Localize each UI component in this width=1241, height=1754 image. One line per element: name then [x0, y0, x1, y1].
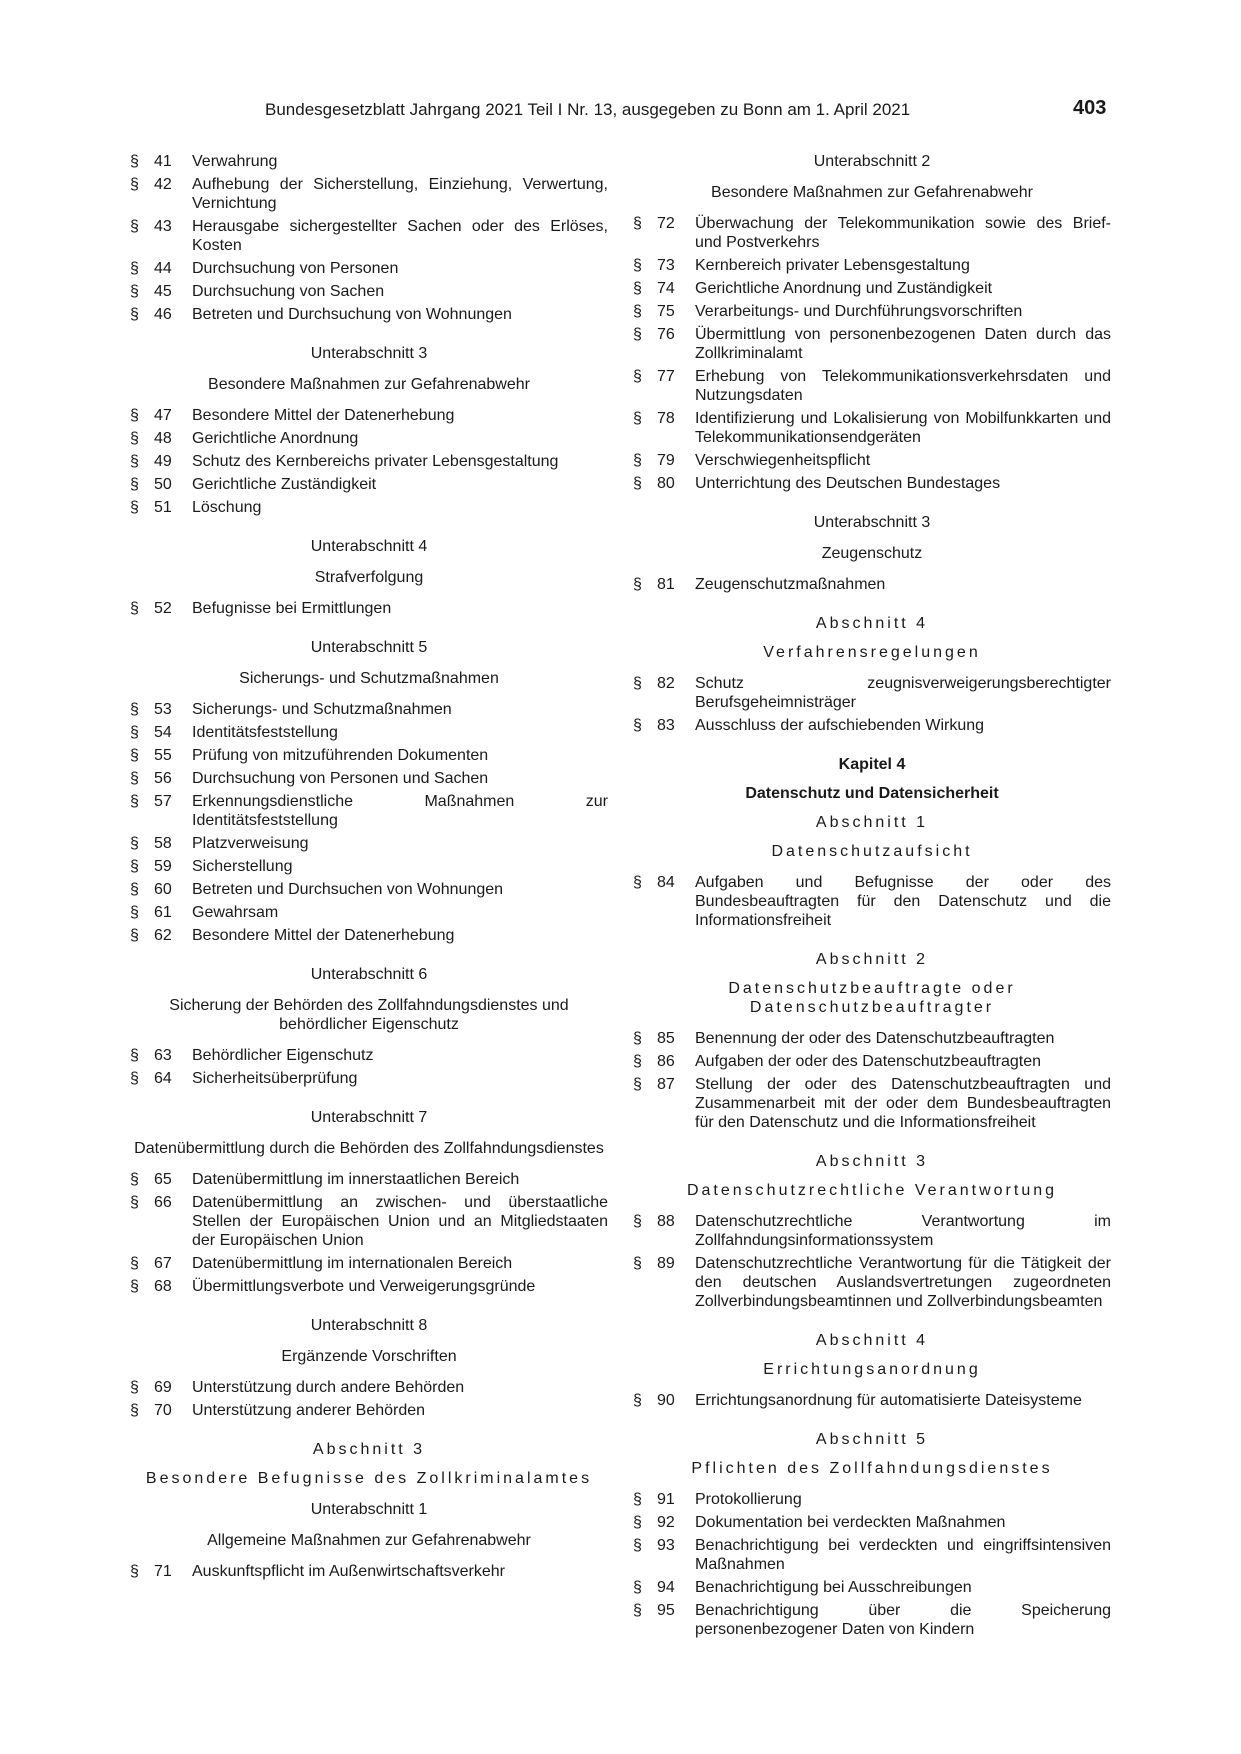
section-symbol: §	[633, 280, 642, 297]
toc-entry-42	[130, 175, 608, 213]
section-title: Gerichtliche Anordnung und Zuständigkeit	[695, 280, 993, 297]
chap-name-heading: Datenschutz und Datensicherheit	[745, 785, 999, 802]
section-title: Benachrichtigung über die Speicherung personenbezogener Daten von Kindern	[695, 1602, 1111, 1638]
toc-entry-43	[130, 217, 608, 255]
section-number: 57	[154, 793, 172, 810]
toc-entry-55	[130, 746, 608, 765]
section-title: Durchsuchung von Personen	[192, 260, 399, 277]
toc-entry-90	[633, 1391, 1111, 1410]
sub-title-heading: Unterabschnitt 2	[813, 153, 931, 170]
section-number: 46	[154, 306, 172, 323]
section-number: 79	[657, 452, 675, 469]
section-title: Besondere Mittel der Datenerhebung	[192, 407, 455, 424]
sub-title-heading: Unterabschnitt 8	[310, 1317, 428, 1334]
sub-title-heading: Unterabschnitt 3	[310, 345, 428, 362]
toc-entry-60	[130, 880, 608, 899]
toc-entry-61	[130, 903, 608, 922]
section-symbol: §	[130, 1379, 139, 1396]
section-number: 75	[657, 303, 675, 320]
section-number: 82	[657, 675, 675, 692]
section-number: 66	[154, 1194, 172, 1211]
section-symbol: §	[130, 1402, 139, 1419]
section-title: Datenschutzrechtliche Verantwortung im Zollfahndungsinformationssystem	[695, 1213, 1111, 1249]
section-number: 55	[154, 747, 172, 764]
section-title: Benachrichtigung bei verdeckten und eingriffsintensiven Maßnahmen	[695, 1537, 1111, 1573]
sec-name-heading: Datenschutzbeauftragte oder Datenschutzbeauftragter	[728, 980, 1016, 1016]
section-symbol: §	[633, 257, 642, 274]
toc-entry-91	[633, 1490, 1111, 1509]
toc-entry-56	[130, 769, 608, 788]
sub-name-heading: Strafverfolgung	[314, 569, 424, 586]
section-number: 61	[154, 904, 172, 921]
sub-name-heading: Besondere Maßnahmen zur Gefahrenabwehr	[711, 184, 1033, 201]
section-symbol: §	[130, 701, 139, 718]
right-column	[633, 152, 1111, 1643]
toc-entry-64	[130, 1069, 608, 1088]
toc-entry-57	[130, 792, 608, 830]
section-number: 83	[657, 717, 675, 734]
section-number: 43	[154, 218, 172, 235]
section-number: 45	[154, 283, 172, 300]
section-title: Betreten und Durchsuchen von Wohnungen	[192, 881, 504, 898]
section-title: Überwachung der Telekommunikation sowie des Brief- und Postverkehrs	[695, 215, 1111, 251]
section-symbol: §	[130, 306, 139, 323]
section-number: 89	[657, 1255, 675, 1272]
toc-entry-66	[130, 1193, 608, 1250]
sub-name-heading: Sicherung der Behörden des Zollfahndungsdienstes und behördlicher Eigenschutz	[169, 997, 569, 1033]
toc-entry-51	[130, 498, 608, 517]
toc-entry-86	[633, 1052, 1111, 1071]
section-number: 60	[154, 881, 172, 898]
section-symbol: §	[130, 176, 139, 193]
section-title: Verwahrung	[192, 153, 278, 170]
section-symbol: §	[633, 1213, 642, 1230]
section-symbol: §	[130, 1070, 139, 1087]
toc-entry-75	[633, 302, 1111, 321]
toc-entry-62	[130, 926, 608, 945]
section-symbol: §	[130, 453, 139, 470]
page-number: 403	[1073, 97, 1107, 119]
toc-entry-87	[633, 1075, 1111, 1132]
section-number: 47	[154, 407, 172, 424]
section-number: 58	[154, 835, 172, 852]
toc-entry-53	[130, 700, 608, 719]
sec-title-heading: Abschnitt 3	[312, 1441, 426, 1458]
section-title: Datenübermittlung an zwischen- und überstaatliche Stellen der Europäischen Union und an Mitgliedstaaten der Europäischen Union	[192, 1194, 608, 1249]
sub-name-heading: Ergänzende Vorschriften	[281, 1348, 457, 1365]
sec-title-heading: Abschnitt 3	[815, 1153, 929, 1170]
toc-entry-47	[130, 406, 608, 425]
section-symbol: §	[633, 675, 642, 692]
sec-name-heading: Verfahrensregelungen	[763, 644, 981, 661]
section-number: 69	[154, 1379, 172, 1396]
toc-entry-52	[130, 599, 608, 618]
section-title: Durchsuchung von Sachen	[192, 283, 385, 300]
section-symbol: §	[633, 717, 642, 734]
section-symbol: §	[633, 326, 642, 343]
section-title: Auskunftspflicht im Außenwirtschaftsverkehr	[192, 1563, 506, 1580]
section-symbol: §	[633, 576, 642, 593]
section-number: 91	[657, 1491, 675, 1508]
section-symbol: §	[130, 1563, 139, 1580]
section-title: Sicherstellung	[192, 858, 293, 875]
toc-entry-88	[633, 1212, 1111, 1250]
section-title: Protokollierung	[695, 1491, 802, 1508]
section-symbol: §	[633, 1537, 642, 1554]
section-title: Behördlicher Eigenschutz	[192, 1047, 374, 1064]
toc-entry-48	[130, 429, 608, 448]
section-title: Löschung	[192, 499, 262, 516]
toc-entry-92	[633, 1513, 1111, 1532]
section-title: Benennung der oder des Datenschutzbeauftragten	[695, 1030, 1055, 1047]
section-title: Gerichtliche Anordnung	[192, 430, 359, 447]
section-title: Besondere Mittel der Datenerhebung	[192, 927, 455, 944]
toc-entry-46	[130, 305, 608, 324]
section-title: Erhebung von Telekommunikationsverkehrsdaten und Nutzungsdaten	[695, 368, 1111, 404]
sub-title-heading: Unterabschnitt 3	[813, 514, 931, 531]
sec-title-heading: Abschnitt 2	[815, 951, 929, 968]
section-symbol: §	[130, 153, 139, 170]
section-title: Errichtungsanordnung für automatisierte Dateisysteme	[695, 1392, 1082, 1409]
toc-entry-45	[130, 282, 608, 301]
sub-title-heading: Unterabschnitt 4	[310, 538, 428, 555]
section-symbol: §	[633, 475, 642, 492]
sec-name-heading: Besondere Befugnisse des Zollkriminalamtes	[145, 1470, 593, 1487]
section-title: Übermittlungsverbote und Verweigerungsgründe	[192, 1278, 536, 1295]
sub-title-heading: Unterabschnitt 1	[310, 1501, 428, 1518]
section-number: 76	[657, 326, 675, 343]
toc-entry-68	[130, 1277, 608, 1296]
section-symbol: §	[130, 858, 139, 875]
section-symbol: §	[633, 1579, 642, 1596]
toc-entry-50	[130, 475, 608, 494]
section-title: Identitätsfeststellung	[192, 724, 338, 741]
section-symbol: §	[130, 260, 139, 277]
toc-entry-83	[633, 716, 1111, 735]
section-symbol: §	[130, 793, 139, 810]
section-number: 84	[657, 874, 675, 891]
toc-entry-59	[130, 857, 608, 876]
toc-entry-94	[633, 1578, 1111, 1597]
section-title: Schutz des Kernbereichs privater Lebensgestaltung	[192, 453, 559, 470]
section-number: 78	[657, 410, 675, 427]
section-title: Befugnisse bei Ermittlungen	[192, 600, 392, 617]
section-symbol: §	[633, 452, 642, 469]
section-title: Verarbeitungs- und Durchführungsvorschriften	[695, 303, 1023, 320]
section-number: 77	[657, 368, 675, 385]
section-number: 67	[154, 1255, 172, 1272]
toc-entry-74	[633, 279, 1111, 298]
toc-entry-84	[633, 873, 1111, 930]
section-number: 42	[154, 176, 172, 193]
section-symbol: §	[130, 1047, 139, 1064]
section-title: Zeugenschutzmaßnahmen	[695, 576, 886, 593]
section-symbol: §	[633, 215, 642, 232]
section-title: Gewahrsam	[192, 904, 279, 921]
section-symbol: §	[633, 1053, 642, 1070]
sub-name-heading: Datenübermittlung durch die Behörden des Zollfahndungsdienstes	[134, 1140, 604, 1157]
section-title: Identifizierung und Lokalisierung von Mobilfunkkarten und Telekommunikationsendgeräten	[695, 410, 1111, 446]
section-title: Ausschluss der aufschiebenden Wirkung	[695, 717, 985, 734]
section-symbol: §	[130, 904, 139, 921]
section-title: Unterstützung anderer Behörden	[192, 1402, 426, 1419]
section-number: 63	[154, 1047, 172, 1064]
section-number: 53	[154, 701, 172, 718]
section-symbol: §	[633, 1514, 642, 1531]
section-symbol: §	[130, 407, 139, 424]
toc-entry-77	[633, 367, 1111, 405]
section-number: 88	[657, 1213, 675, 1230]
toc-entry-85	[633, 1029, 1111, 1048]
section-number: 73	[657, 257, 675, 274]
header-title: Bundesgesetzblatt Jahrgang 2021 Teil I Nr. 13, ausgegeben zu Bonn am 1. April 2021	[265, 100, 911, 119]
toc-entry-44	[130, 259, 608, 278]
chap-title-heading: Kapitel 4	[838, 756, 906, 773]
section-symbol: §	[130, 835, 139, 852]
toc-entry-72	[633, 214, 1111, 252]
sub-title-heading: Unterabschnitt 5	[310, 639, 428, 656]
toc-entry-89	[633, 1254, 1111, 1311]
section-title: Platzverweisung	[192, 835, 309, 852]
section-title: Stellung der oder des Datenschutzbeauftragten und Zusammenarbeit mit der oder dem Bundesbeauftragten für den Datenschutz und die Informationsfreiheit	[695, 1076, 1111, 1131]
section-title: Sicherungs- und Schutzmaßnahmen	[192, 701, 452, 718]
toc-entry-78	[633, 409, 1111, 447]
toc-entry-81	[633, 575, 1111, 594]
section-title: Übermittlung von personenbezogenen Daten durch das Zollkriminalamt	[695, 326, 1111, 362]
section-number: 52	[154, 600, 172, 617]
section-number: 56	[154, 770, 172, 787]
sec-name-heading: Datenschutzaufsicht	[771, 843, 973, 860]
section-title: Unterstützung durch andere Behörden	[192, 1379, 465, 1396]
toc-entry-54	[130, 723, 608, 742]
section-symbol: §	[130, 1194, 139, 1211]
section-number: 44	[154, 260, 172, 277]
section-number: 68	[154, 1278, 172, 1295]
sec-name-heading: Datenschutzrechtliche Verantwortung	[686, 1182, 1058, 1199]
sub-name-heading: Besondere Maßnahmen zur Gefahrenabwehr	[208, 376, 530, 393]
section-title: Durchsuchung von Personen und Sachen	[192, 770, 489, 787]
section-symbol: §	[633, 410, 642, 427]
toc-entry-49	[130, 452, 608, 471]
section-title: Datenübermittlung im internationalen Bereich	[192, 1255, 513, 1272]
toc-entry-82	[633, 674, 1111, 712]
section-title: Erkennungsdienstliche Maßnahmen zur Identitätsfeststellung	[192, 793, 608, 829]
section-title: Datenschutzrechtliche Verantwortung für die Tätigkeit der den deutschen Auslandsvertretungen zugeordneten Zollverbindungsbeamtinnen und Zollverbindungsbeamten	[695, 1255, 1111, 1310]
section-number: 51	[154, 499, 172, 516]
toc-entry-76	[633, 325, 1111, 363]
section-symbol: §	[633, 874, 642, 891]
section-symbol: §	[633, 1491, 642, 1508]
left-column	[130, 152, 608, 1585]
sec-title-heading: Abschnitt 1	[815, 814, 929, 831]
sec-title-heading: Abschnitt 4	[815, 1332, 929, 1349]
section-title: Aufgaben und Befugnisse der oder des Bundesbeauftragten für den Datenschutz und die Informationsfreiheit	[695, 874, 1111, 929]
section-symbol: §	[633, 1030, 642, 1047]
section-title: Kernbereich privater Lebensgestaltung	[695, 257, 970, 274]
toc-entry-65	[130, 1170, 608, 1189]
sub-name-heading: Zeugenschutz	[821, 545, 923, 562]
section-symbol: §	[130, 430, 139, 447]
section-number: 41	[154, 153, 172, 170]
section-number: 92	[657, 1514, 675, 1531]
toc-entry-63	[130, 1046, 608, 1065]
section-symbol: §	[633, 1602, 642, 1619]
section-title: Aufhebung der Sicherstellung, Einziehung, Verwertung, Vernichtung	[192, 176, 608, 212]
section-number: 86	[657, 1053, 675, 1070]
section-number: 85	[657, 1030, 675, 1047]
section-number: 70	[154, 1402, 172, 1419]
section-symbol: §	[130, 927, 139, 944]
section-symbol: §	[130, 1171, 139, 1188]
section-title: Prüfung von mitzuführenden Dokumenten	[192, 747, 489, 764]
section-symbol: §	[633, 1392, 642, 1409]
toc-entry-58	[130, 834, 608, 853]
section-number: 93	[657, 1537, 675, 1554]
section-title: Benachrichtigung bei Ausschreibungen	[695, 1579, 972, 1596]
section-symbol: §	[130, 600, 139, 617]
section-number: 54	[154, 724, 172, 741]
sec-title-heading: Abschnitt 5	[815, 1431, 929, 1448]
section-symbol: §	[130, 881, 139, 898]
section-number: 74	[657, 280, 675, 297]
section-number: 50	[154, 476, 172, 493]
section-number: 72	[657, 215, 675, 232]
toc-entry-70	[130, 1401, 608, 1420]
toc-entry-71	[130, 1562, 608, 1581]
section-number: 62	[154, 927, 172, 944]
sec-title-heading: Abschnitt 4	[815, 615, 929, 632]
section-number: 59	[154, 858, 172, 875]
section-symbol: §	[130, 1255, 139, 1272]
section-title: Unterrichtung des Deutschen Bundestages	[695, 475, 1001, 492]
section-number: 49	[154, 453, 172, 470]
section-number: 64	[154, 1070, 172, 1087]
section-symbol: §	[633, 303, 642, 320]
section-title: Verschwiegenheitspflicht	[695, 452, 871, 469]
sec-name-heading: Pflichten des Zollfahndungsdienstes	[691, 1460, 1053, 1477]
sub-title-heading: Unterabschnitt 6	[310, 966, 428, 983]
toc-entry-41	[130, 152, 608, 171]
section-title: Gerichtliche Zuständigkeit	[192, 476, 377, 493]
section-number: 71	[154, 1563, 172, 1580]
section-symbol: §	[633, 1255, 642, 1272]
sub-title-heading: Unterabschnitt 7	[310, 1109, 428, 1126]
toc-entry-93	[633, 1536, 1111, 1574]
section-symbol: §	[130, 770, 139, 787]
section-number: 48	[154, 430, 172, 447]
section-title: Schutz zeugnisverweigerungsberechtigter Berufsgeheimnisträger	[695, 675, 1111, 711]
section-title: Datenübermittlung im innerstaatlichen Bereich	[192, 1171, 520, 1188]
section-symbol: §	[130, 499, 139, 516]
section-symbol: §	[130, 1278, 139, 1295]
section-symbol: §	[130, 476, 139, 493]
toc-entry-95	[633, 1601, 1111, 1639]
section-symbol: §	[130, 747, 139, 764]
toc-entry-69	[130, 1378, 608, 1397]
section-number: 80	[657, 475, 675, 492]
section-number: 81	[657, 576, 675, 593]
toc-entry-79	[633, 451, 1111, 470]
section-number: 94	[657, 1579, 675, 1596]
section-symbol: §	[633, 368, 642, 385]
section-title: Aufgaben der oder des Datenschutzbeauftragten	[695, 1053, 1042, 1070]
sub-name-heading: Allgemeine Maßnahmen zur Gefahrenabwehr	[207, 1532, 531, 1549]
section-number: 87	[657, 1076, 675, 1093]
section-number: 65	[154, 1171, 172, 1188]
toc-entry-73	[633, 256, 1111, 275]
sub-name-heading: Sicherungs- und Schutzmaßnahmen	[239, 670, 499, 687]
section-title: Dokumentation bei verdeckten Maßnahmen	[695, 1514, 1006, 1531]
section-title: Herausgabe sichergestellter Sachen oder des Erlöses, Kosten	[192, 218, 608, 254]
section-number: 95	[657, 1602, 675, 1619]
section-symbol: §	[130, 218, 139, 235]
section-title: Betreten und Durchsuchung von Wohnungen	[192, 306, 512, 323]
section-symbol: §	[130, 283, 139, 300]
toc-entry-67	[130, 1254, 608, 1273]
sec-name-heading: Errichtungsanordnung	[763, 1361, 981, 1378]
toc-entry-80	[633, 474, 1111, 493]
section-symbol: §	[130, 724, 139, 741]
section-symbol: §	[633, 1076, 642, 1093]
section-title: Sicherheitsüberprüfung	[192, 1070, 358, 1087]
section-number: 90	[657, 1392, 675, 1409]
